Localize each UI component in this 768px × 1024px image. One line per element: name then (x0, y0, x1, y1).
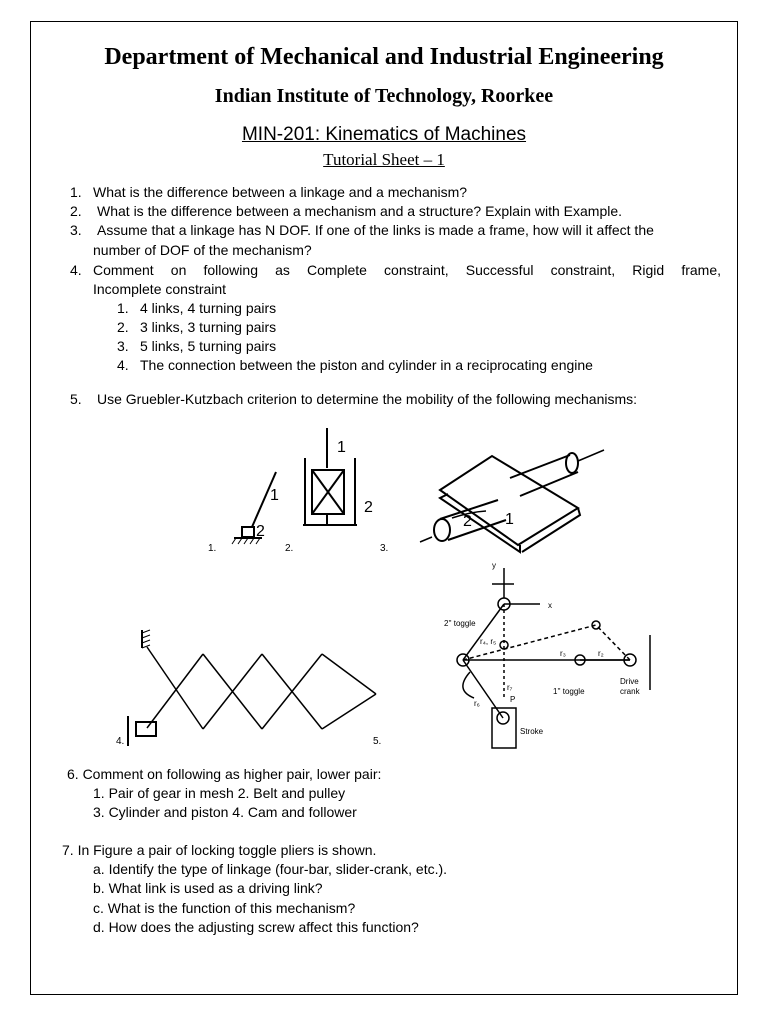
question-number: 4. (70, 262, 82, 278)
question-6-line1: 1. Pair of gear in mesh 2. Belt and pulley (93, 785, 346, 801)
question-number: 3. (70, 222, 82, 238)
second-toggle-label: 2'' toggle (444, 619, 476, 628)
question-text-line1: Assume that a linkage has N DOF. If one of the links is made a frame, how will it affect the (97, 222, 654, 238)
question-number: 1. (70, 184, 82, 200)
question-number: 2. (70, 203, 82, 219)
item-text: 3 links, 3 turning pairs (140, 319, 277, 335)
figure-5-mechanism (457, 568, 650, 748)
figure-2-number: 2. (285, 543, 294, 554)
figure-2-link-label: 2 (364, 499, 373, 516)
y-axis-label: y (492, 561, 496, 570)
figure-4-number: 4. (116, 736, 125, 747)
r2-label: r₂ (598, 649, 604, 658)
first-toggle-label: 1'' toggle (553, 687, 585, 696)
item-number: 1. (117, 300, 129, 316)
item-text: 4 links, 4 turning pairs (140, 300, 277, 316)
department-title: Department of Mechanical and Industrial Engineering (104, 44, 664, 70)
figure-1-number: 1. (208, 543, 217, 554)
question-6-line2: 3. Cylinder and piston 4. Cam and follower (93, 804, 357, 820)
question-text: What is the difference between a linkage and a mechanism? (93, 184, 468, 200)
figure-1-link-label: 2 (256, 523, 265, 540)
question-6-title: 6. Comment on following as higher pair, lower pair: (67, 766, 382, 782)
question-7-item: d. How does the adjusting screw affect this function? (93, 919, 419, 935)
r3-label: r₃ (560, 649, 566, 658)
item-text: 5 links, 5 turning pairs (140, 338, 277, 354)
question-3-line2: number of DOF of the mechanism? (93, 242, 312, 258)
figure-1-mechanism (232, 472, 276, 544)
r4-r5-label: r₄, r₅ (480, 637, 497, 646)
x-axis-label: x (548, 601, 552, 610)
figure-3-link-label: 2 (463, 513, 472, 530)
course-title-text: MIN-201: Kinematics of Machines (241, 124, 527, 145)
item-number: 2. (117, 319, 129, 335)
figure-5-number: 5. (373, 736, 382, 747)
figure-1-link-label: 1 (270, 487, 279, 504)
figure-2-link-label: 1 (337, 439, 346, 456)
r7-label: r₇ (507, 683, 513, 692)
question-text: What is the difference between a mechanism and a structure? Explain with Example. (97, 203, 623, 219)
drive-label: Drive (620, 677, 639, 686)
item-number: 4. (117, 357, 129, 373)
figure-3-link-label: 1 (505, 511, 514, 528)
institute-title: Indian Institute of Technology, Roorkee (214, 85, 554, 107)
figure-4-mechanism (128, 630, 376, 746)
item-number: 3. (117, 338, 129, 354)
question-number: 5. (70, 391, 82, 407)
question-7-item: b. What link is used as a driving link? (93, 880, 323, 896)
question-text-line1: Comment on following as Complete constraint, Successful constraint, Rigid frame, (93, 262, 721, 278)
crank-label: crank (620, 687, 640, 696)
question-text: Use Gruebler-Kutzbach criterion to determine the mobility of the following mechanisms: (97, 391, 638, 407)
p-label: P (510, 695, 516, 704)
figure-2-mechanism (303, 428, 357, 525)
item-text: The connection between the piston and cylinder in a reciprocating engine (140, 357, 593, 373)
question-7-item: c. What is the function of this mechanism? (93, 900, 356, 916)
question-7-item: a. Identify the type of linkage (four-bar, slider-crank, etc.). (93, 861, 448, 877)
sheet-title-text: Tutorial Sheet – 1 (323, 150, 445, 169)
r6-label: r₆ (474, 699, 480, 708)
figure-3-number: 3. (380, 543, 389, 554)
question-7-title: 7. In Figure a pair of locking toggle pliers is shown. (62, 842, 377, 858)
question-4-line2: Incomplete constraint (93, 281, 227, 297)
figure-3-mechanism (420, 450, 604, 552)
stroke-label: Stroke (520, 727, 544, 736)
